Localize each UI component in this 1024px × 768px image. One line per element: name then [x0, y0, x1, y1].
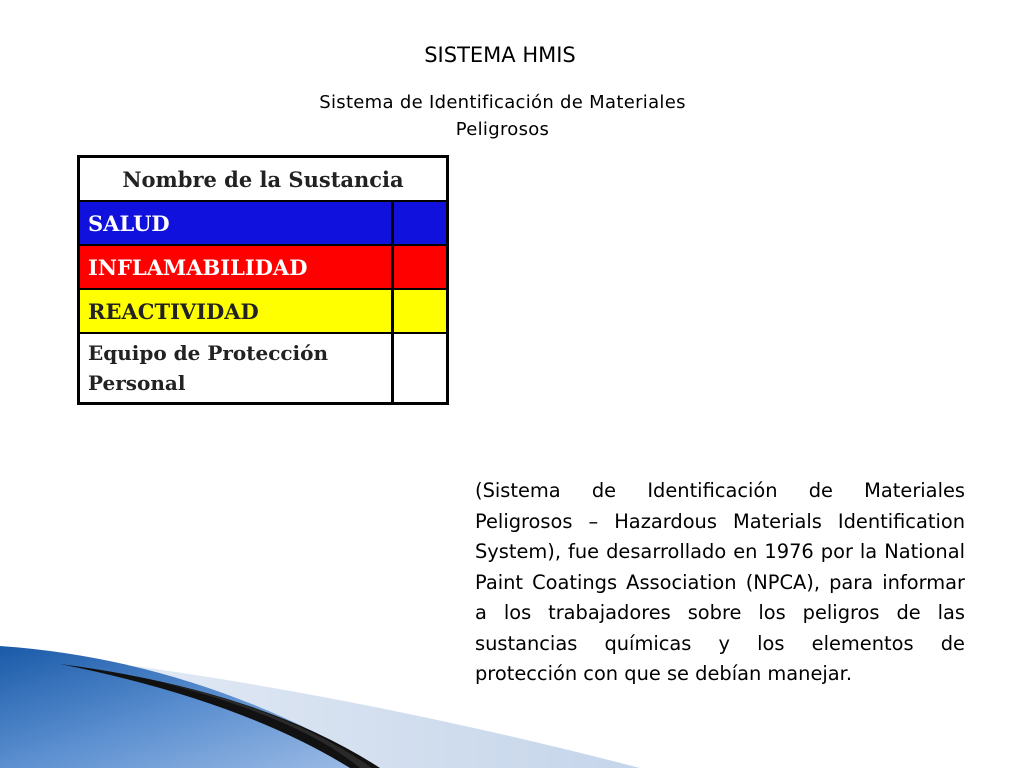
table-header-row — [79, 157, 448, 202]
hmis-label-table — [77, 155, 449, 405]
equipo-proteccion-label: Equipo de Protección Personal — [79, 333, 393, 404]
hmis-description: (Sistema de Identificación de Materiales Peligrosos – Hazardous Materials Identification System), fue desarrollado en 1976 por la National Paint Coatings Association (NPCA), para informar a los trabajadores sobre los peligros de las sustancias químicas y los elementos de protección con que se debían manejar. — [475, 479, 965, 685]
reactividad-value-cell — [393, 289, 448, 333]
table-row-reactividad — [79, 289, 448, 333]
substance-name-header: Nombre de la Sustancia — [79, 157, 448, 202]
inflamabilidad-label: INFLAMABILIDAD — [79, 245, 393, 289]
salud-label: SALUD — [79, 201, 393, 245]
table-row-salud — [79, 201, 448, 245]
salud-value-cell — [393, 201, 448, 245]
reactividad-label: REACTIVIDAD — [79, 289, 393, 333]
slide-subtitle: Sistema de Identificación de Materiales Peligrosos — [319, 92, 686, 140]
inflamabilidad-value-cell — [393, 245, 448, 289]
table-row-inflamabilidad — [79, 245, 448, 289]
table-row-equipo-proteccion — [79, 333, 448, 404]
slide-title: SISTEMA HMIS — [424, 43, 576, 67]
equipo-proteccion-value-cell — [393, 333, 448, 404]
